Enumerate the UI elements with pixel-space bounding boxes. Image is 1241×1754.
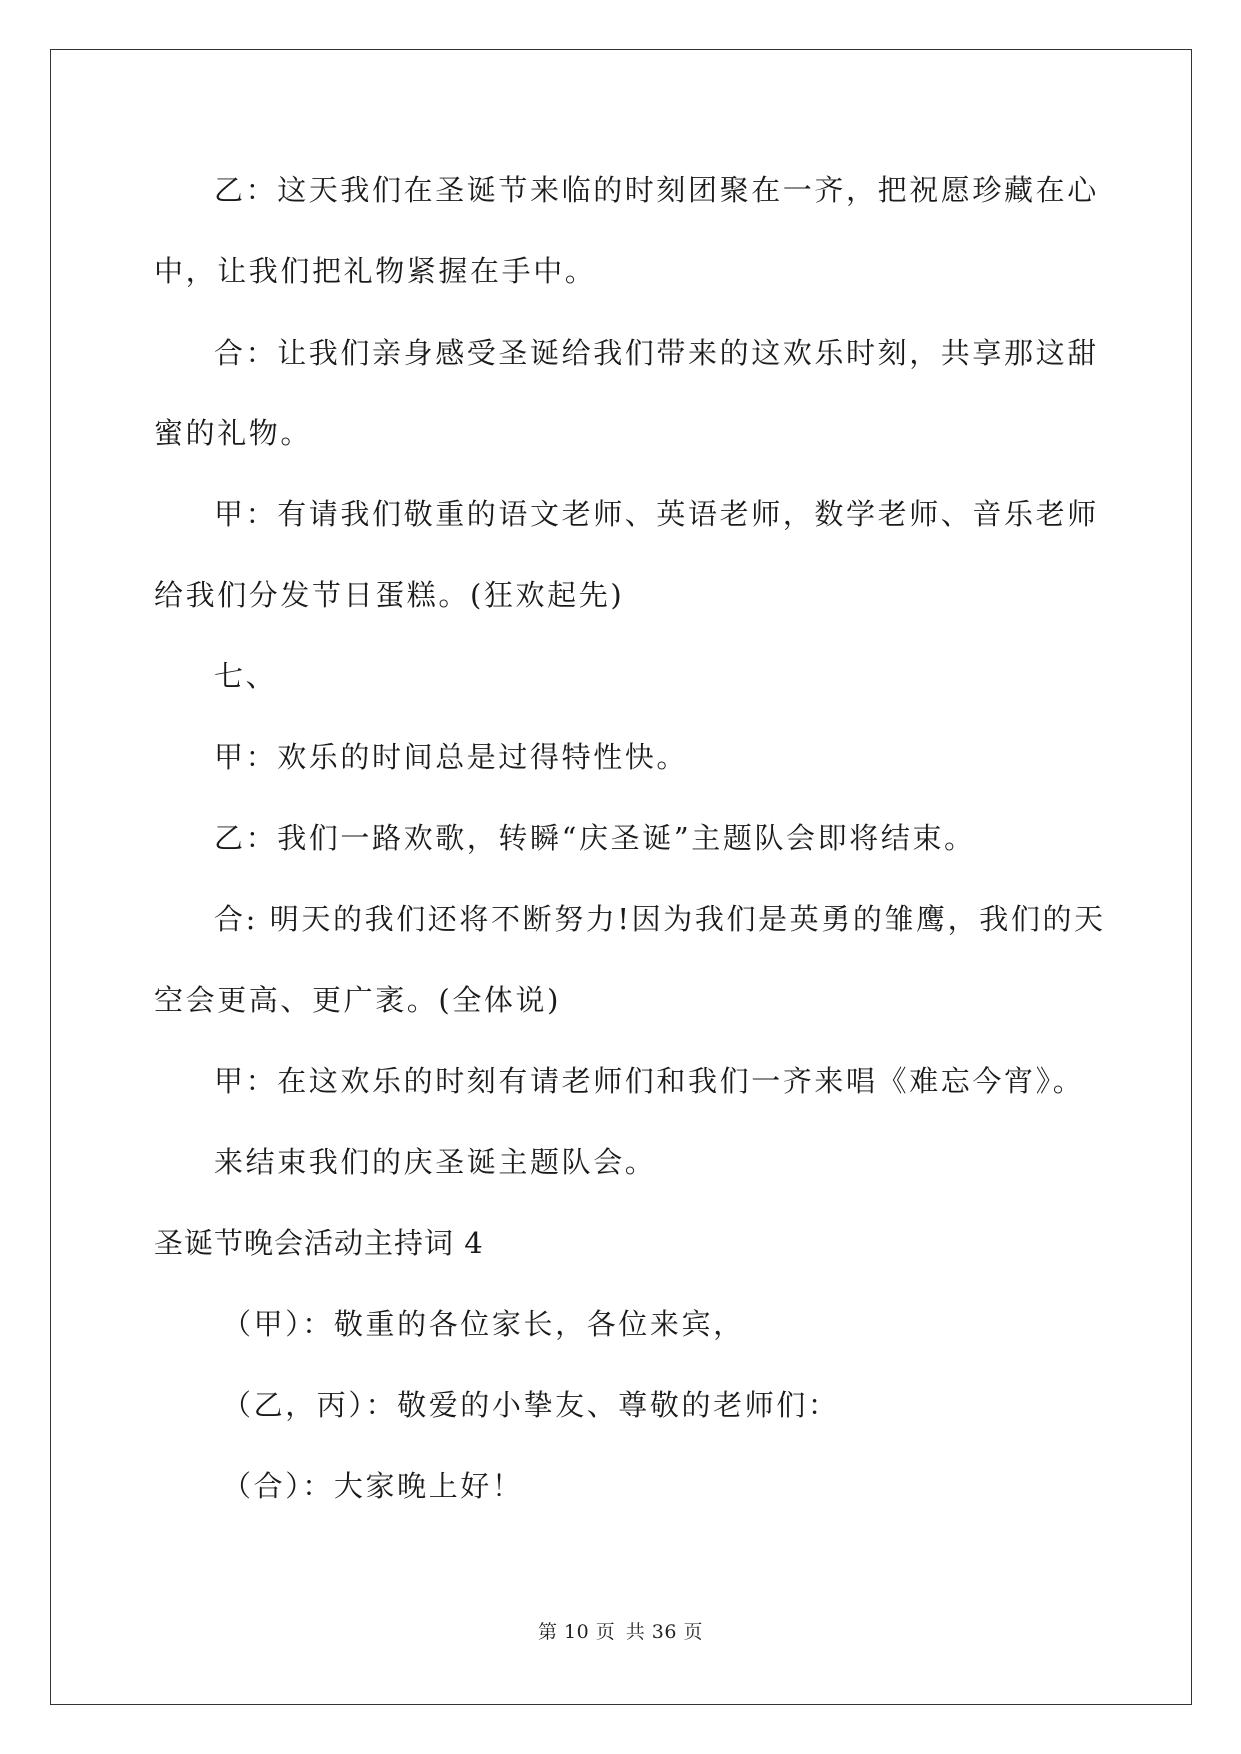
paragraph-line: 甲：在这欢乐的时刻有请老师们和我们一齐来唱《难忘今宵》。 <box>214 1064 1085 1098</box>
section-number: 七、 <box>214 659 278 693</box>
page-number: 第 10 页 <box>537 1621 616 1643</box>
paragraph-line: 空会更高、更广袤。(全体说) <box>154 983 562 1017</box>
paragraph-line: 甲：欢乐的时间总是过得特性快。 <box>214 740 689 774</box>
paragraph-line: 来结束我们的庆圣诞主题队会。 <box>214 1145 657 1179</box>
page-footer <box>0 1620 1241 1644</box>
paragraph-line: 蜜的礼物。 <box>154 416 313 450</box>
paragraph-line: 乙：我们一路欢歌，转瞬“庆圣诞”主题队会即将结束。 <box>214 821 976 855</box>
paragraph-line: 乙：这天我们在圣诞节来临的时刻团聚在一齐，把祝愿珍藏在心 <box>214 173 1099 207</box>
paragraph-line: （甲）：敬重的各位家长，各位来宾， <box>222 1307 745 1341</box>
paragraph-line: 合：让我们亲身感受圣诞给我们带来的这欢乐时刻，共享那这甜 <box>214 336 1099 370</box>
section-heading: 圣诞节晚会活动主持词 4 <box>154 1226 484 1260</box>
page-total: 共 36 页 <box>625 1621 704 1643</box>
page-border <box>50 49 1192 1705</box>
paragraph-line: （合）：大家晚上好！ <box>222 1469 524 1503</box>
paragraph-line: 中，让我们把礼物紧握在手中。 <box>154 254 597 288</box>
paragraph-line: 合: 明天的我们还将不断努力!因为我们是英勇的雏鹰，我们的天 <box>214 902 1106 936</box>
paragraph-line: 甲：有请我们敬重的语文老师、英语老师，数学老师、音乐老师 <box>214 497 1099 531</box>
paragraph-line: （乙，丙）：敬爱的小挚友、尊敬的老师们： <box>222 1388 840 1422</box>
paragraph-line: 给我们分发节日蛋糕。(狂欢起先) <box>154 578 625 612</box>
